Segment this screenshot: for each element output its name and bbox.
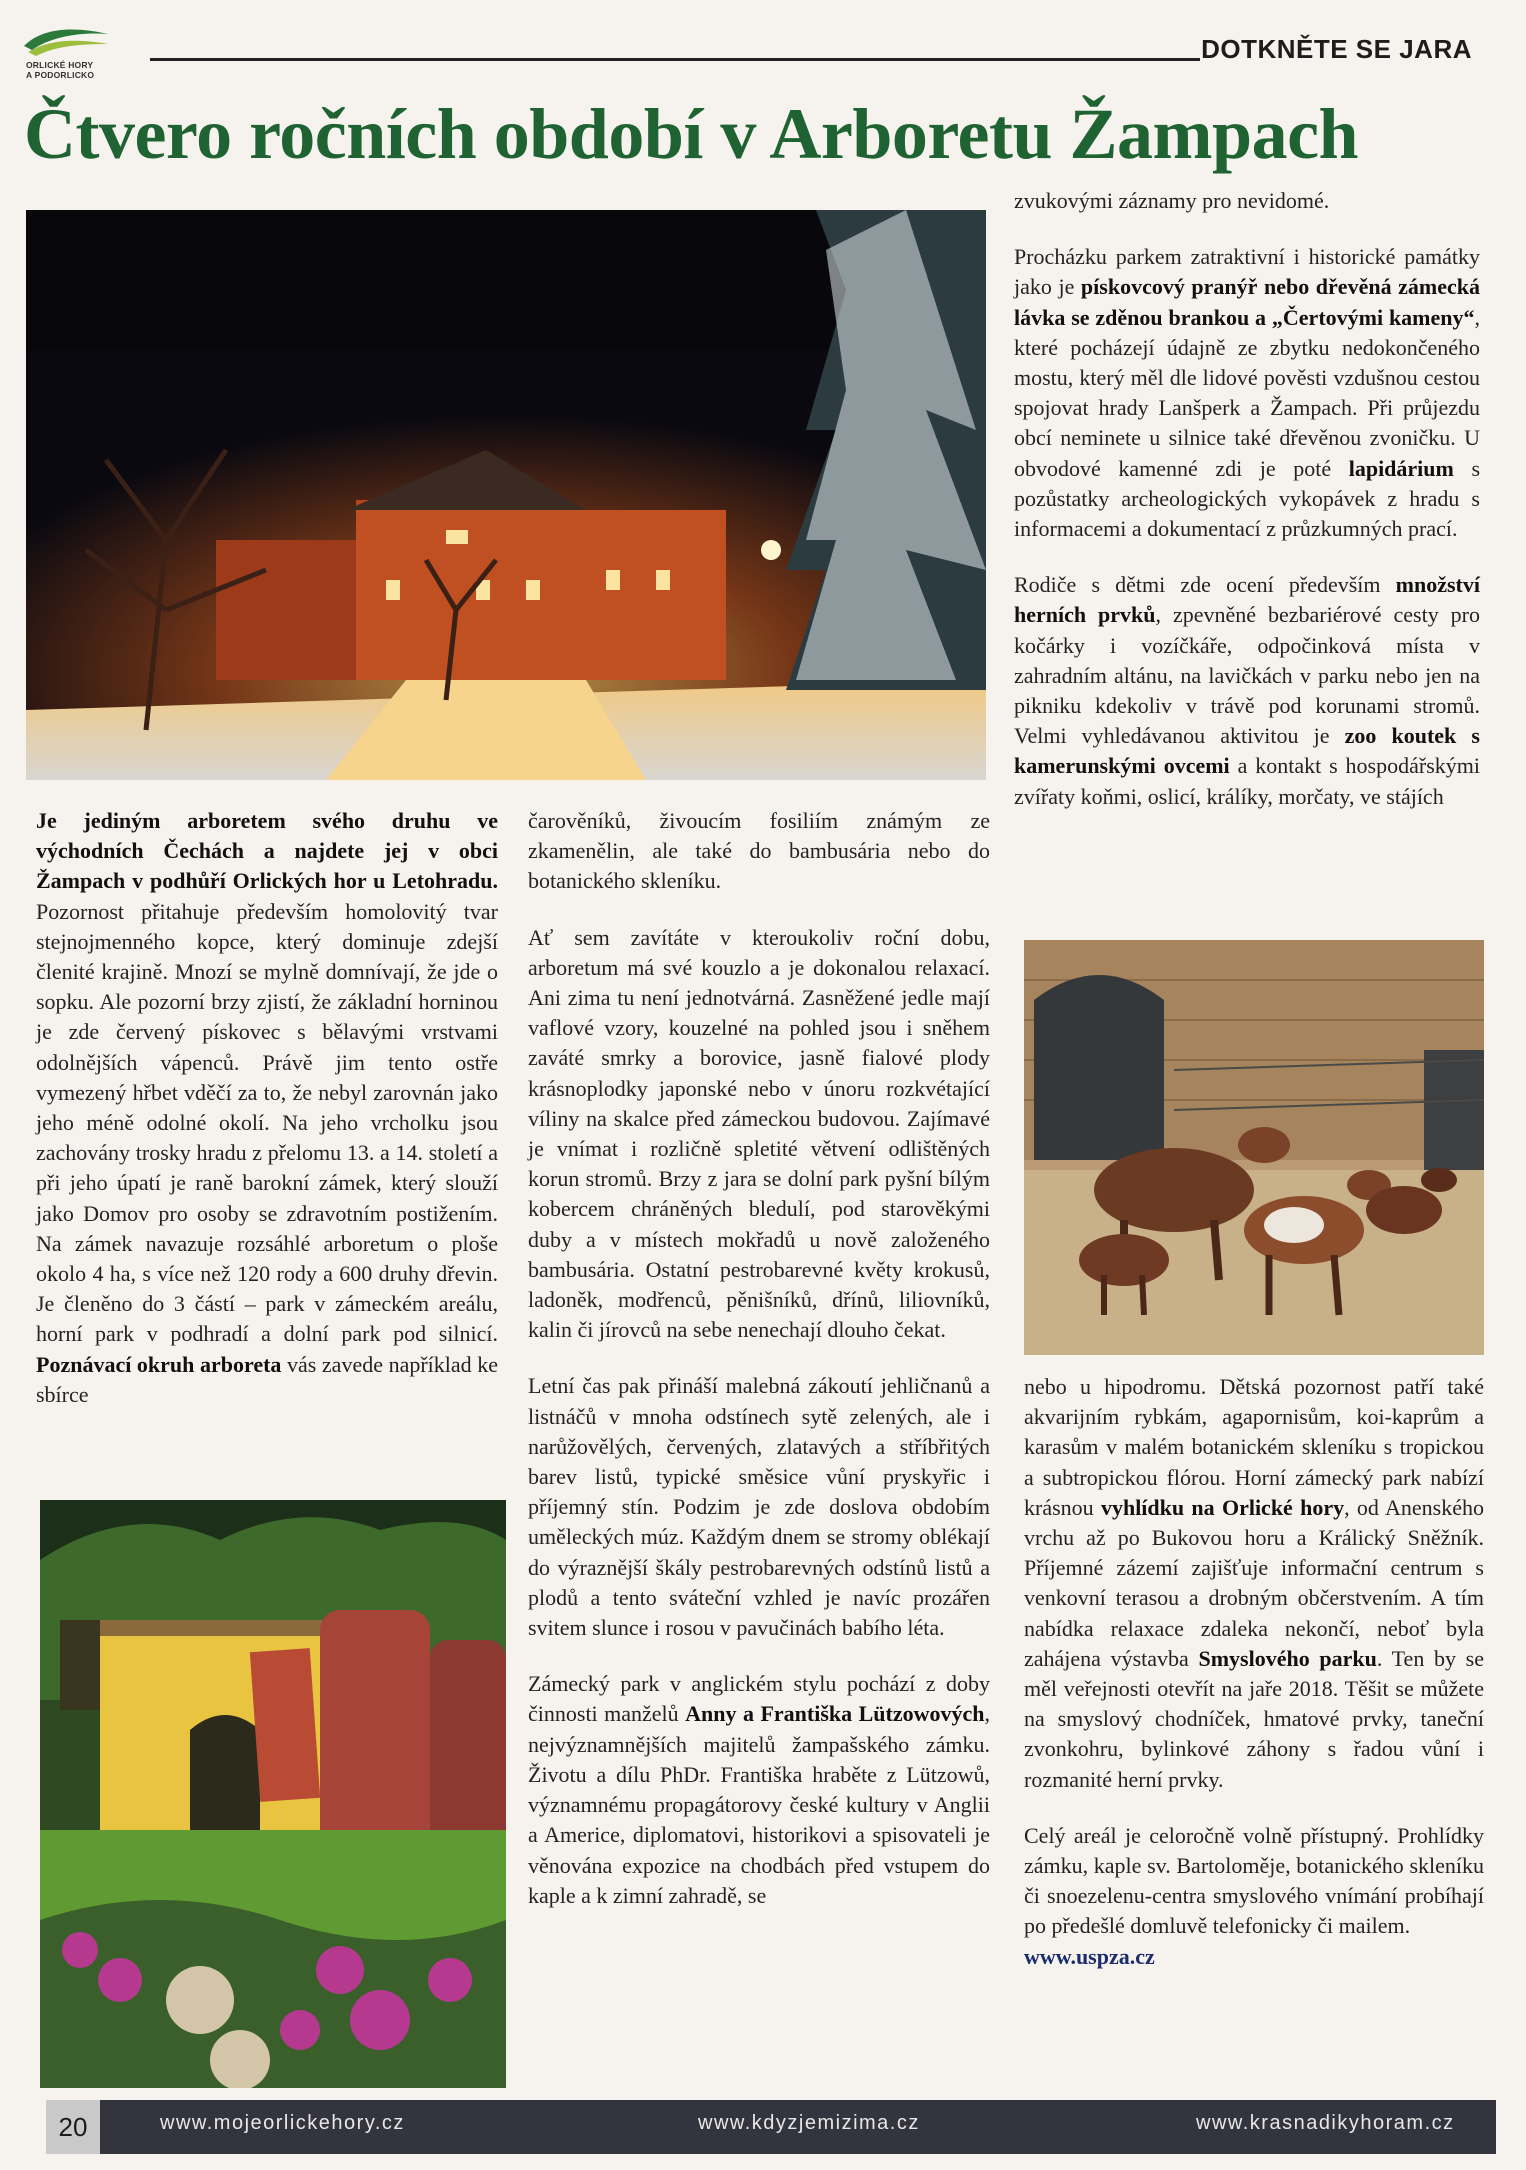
col2-p4-text-end: , nejvýznamnějších majitelů žampašského zámku. Životu a dílu PhDr. Františka hraběte z Lützowů, významnému propagátorovy české kultury v Anglii a Americe, diplomatovi, historikovi a spisovateli je věnována expozice na chodbách před vstupem do kaple a k zimní zahradě, se [528,1701,990,1908]
column-2 [528,806,990,1937]
col3-p2-text-end: a kontakt s hospodářskými zvířaty koňmi, oslicí, králíky, morčaty, ve stájích [1014,753,1481,809]
col2-paragraph-2: Ať sem zavítáte v kteroukoliv roční dobu, arboretum má své kouzlo a je dokonalou relaxací. Ani zima tu není jednotvárná. Zasněžené jedle mají vaflové vzory, kouzelné na pohled jsou i sněhem zaváté smrky a borovice, jasně fialové plody krásnoplodky japonské nebo v únoru rozkvétající víliny na skalce před zámeckou budovou. Zajímavé je vnímat i rozličně spletité větvení odlištěných korun stromů. Brzy z jara se dolní park pyšní bílým kobercem chráněných bledulí, pod starověkými duby a v místech mokřadů u nově založeného bambusária. Ostatní pestrobarevné květy krokusů, ladoněk, modřenců, pěnišníků, dřínů, liliovníků, kalin či jírovců na sebe nenechají dlouho čekat. [528,924,990,1343]
column-3-bottom [1024,1372,1484,1972]
col2-paragraph-1: čarověníků, živoucím fosiliím známým ze zkamenělin, ale také do bambusária nebo do botanického skleníku. [528,808,990,894]
sheep-image [1024,940,1484,1355]
col3-paragraph-3 [1024,1372,1484,1795]
col3-p3-text: nebo u hipodromu. Dětská pozornost patří také akvarijním rybkám, agapornisům, koi-kaprům a karasům v malém botanickém skleníku s tropickou a subtropickou flórou. Horní zámecký park nabízí krásnou [1024,1374,1484,1520]
col3-p1-lapidarium: lapidárium [1348,455,1454,481]
col3-p2-text: Rodiče s dětmi zde ocení především [1014,572,1396,598]
col2-paragraph-3: Letní čas pak přináší malebná zákoutí jehličnanů a listnáčů v mnoha odstínech sytě zelených, ale i narůžovělých, červených, zlatavých a stříbřitých barev listů, typické směsice vůní pryskyřic i příjemný stín. Podzim je zde doslova obdobím uměleckých múz. Každým dnem se stromy oblékají do výraznější škály pestrobarevných odstínů listů a plodů a tento sváteční vzhled je navíc prozářen svitem slunce i rosou v pavučinách babího léta. [528,1373,990,1641]
logo-line2: A PODORLICKO [26,70,95,80]
header-rule [150,58,1200,61]
article-title: Čtvero ročních období v Arboretu Žampach [24,94,1359,174]
gate-garden-image [40,1500,506,2088]
column-3-top [1014,186,1480,812]
footer-link-2[interactable]: www.kdyzjemizima.cz [698,2112,920,2134]
col3-p1-text-mid: , které pocházejí údajně ze zbytku nedokončeného mostu, který měl dle lidové pověsti vzdušnou cestou spojovat hrady Lanšperk a Žampach. Při průjezdu obcí neminete u silnice také dřevěnou zvoničku. U obvodové kamenné zdi je poté [1014,304,1480,481]
col1-text: Pozornost přitahuje především homolovitý tvar stejnojmenného kopce, který dominuje zdejší členité krajině. Mnozí se mylně domnívají, že jde o sopku. Ale pozorní brzy zjistí, že základní horninou je zde červený pískovec s bělavými vrstvami odolnějších vápenců. Právě jim tento ostře vymezený hřbet vděčí za to, že nebyl zarovnán jako jeho méně odolné okolí. Na jeho vrcholku jsou zachovány trosky hradu z přelomu 13. a 14. století a při jeho úpatí je raně barokní zámek, který slouží jako Domov pro osoby se zdravotním postižením. Na zámek navazuje rozsáhlé arboretum o ploše okolo 4 ha, s více než 120 rody a 600 druhy dřevin. Je členěno do 3 částí – park v zámeckém areálu, horní park v podhradí a dolní park pod silnicí. [36,898,498,1347]
col1-bold-route: Poznávací okruh arboreta [36,1351,282,1377]
col3-paragraph-1 [1014,242,1480,544]
col3-p3-text-mid: , od Anenského vrchu až po Bukovou horu a Králický Sněžník. Příjemné zázemí zajišťuje informační centrum s venkovní terasou a drobným občerstvením. A tím nabídka relaxace zdaleka nekončí, neboť byla zahájena výstavba [1024,1494,1484,1671]
page-number: 20 [46,2100,100,2154]
column-1 [36,806,498,1410]
lead-paragraph: Je jediným arboretem svého druhu ve východních Čechách a najdete jej v obci Žampach v podhůří Orlických hor u Letohradu. [36,808,498,894]
col3-paragraph-4: Celý areál je celoročně volně přístupný. Prohlídky zámku, kaple sv. Bartoloměje, botanického skleníku či snoezelenu-centra smyslového vnímání probíhají po předešlé domluvě telefonicky či mailem. [1024,1822,1484,1939]
col2-p4-names: Anny a Františka Lützowových [685,1701,985,1727]
col3-p2-text-mid: , zpevněné bezbariérové cesty pro kočárky i vozíčkáře, odpočinková místa v zahradním altánu, na lavičkách v parku nebo jen na pikniku kdekoliv v trávě pod korunami stromů. Velmi vyhledávanou aktivitou je [1014,602,1480,749]
magazine-logo [22,24,132,84]
gate-garden-photo [40,1500,506,2088]
col3-p2-zoo: zoo koutek s kamerunskými ovcemi [1014,723,1480,779]
logo-line1: ORLICKÉ HORY [26,60,94,70]
col3-paragraph-0: zvukovými záznamy pro nevidomé. [1014,188,1330,213]
footer-link-3[interactable]: www.krasnadikyhoram.cz [1196,2112,1455,2134]
col3-paragraph-2 [1014,570,1480,812]
col3-p1-text-end: s pozůstatky archeologických vykopávek z hradu s informacemi a dokumentací z průzkumných prací. [1014,455,1481,542]
col2-paragraph-4 [528,1669,990,1911]
castle-night-photo [26,210,986,780]
col3-p1-text: Procházku parkem zatraktivní i historické památky jako je [1014,244,1480,300]
col3-p2-play: množství herních prvků [1014,572,1480,628]
castle-night-image [26,210,986,780]
sheep-photo [1024,940,1484,1355]
col3-p3-sensory-park: Smyslového parku [1198,1645,1377,1671]
col1-text-end: vás zavede například ke sbírce [36,1351,498,1407]
footer-link-1[interactable]: www.mojeorlickehory.cz [160,2112,405,2134]
website-link[interactable]: www.uspza.cz [1024,1943,1155,1969]
col2-p4-text: Zámecký park v anglickém stylu pochází z doby činnosti manželů [528,1671,990,1727]
col3-p1-monuments: pískovcový pranýř nebo dřevěná zámecká lávka se zděnou brankou a „Čertovými kameny“ [1014,274,1480,330]
logo-wave-icon [22,24,112,58]
col3-p3-text-end: . Ten by se měl veřejnosti otevřít na jaře 2018. Těšit se můžete na smyslový chodníček, hmatové prvky, taneční zvonkohru, bylinkové záhony s řadou vůní i rozmanité herní prvky. [1024,1645,1484,1792]
col3-p3-view: vyhlídku na Orlické hory [1100,1494,1345,1520]
section-label: DOTKNĚTE SE JARA [1201,34,1472,64]
